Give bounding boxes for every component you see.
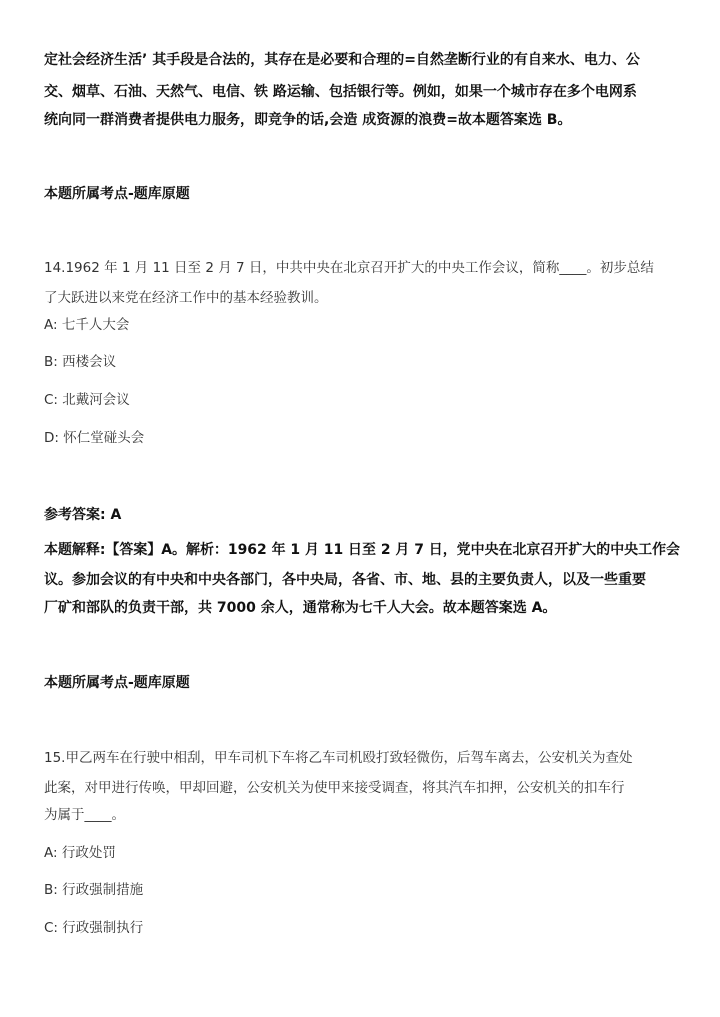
- explanation-line: 统向同一群消费者提供电力服务，即竞争的话,会造 成资源的浪费=故本题答案选 B。: [44, 112, 572, 128]
- topic-label: 本题所属考点-题库原题: [44, 186, 190, 202]
- topic-label: 本题所属考点-题库原题: [44, 675, 190, 691]
- explanation-line: 厂矿和部队的负责干部，共 7000 余人，通常称为七千人大会。故本题答案选 A。: [44, 600, 557, 616]
- option-d: D: 怀仁堂碰头会: [44, 430, 145, 446]
- option-a: A: 七千人大会: [44, 317, 130, 333]
- option-c: C: 行政强制执行: [44, 920, 144, 936]
- option-b: B: 西楼会议: [44, 354, 117, 370]
- question-stem-line: 14.1962 年 1 月 11 日至 2 月 7 日，中共中央在北京召开扩大的中央工作会议，简称____。初步总结: [44, 260, 654, 276]
- question-stem-line: 此案，对甲进行传唤，甲却回避，公安机关为使甲来接受调查，将其汽车扣押，公安机关的扣车行: [44, 780, 625, 796]
- question-stem-line: 15.甲乙两车在行驶中相刮，甲车司机下车将乙车司机殴打致轻微伤，后驾车离去，公安机关为查处: [44, 750, 633, 766]
- option-c: C: 北戴河会议: [44, 392, 130, 408]
- reference-answer: 参考答案: A: [44, 507, 122, 523]
- explanation-line: 本题解释:【答案】A。解析：1962 年 1 月 11 日至 2 月 7 日，党中央在北京召开扩大的中央工作会: [44, 542, 680, 558]
- option-a: A: 行政处罚: [44, 845, 116, 861]
- explanation-line: 交、烟草、石油、天然气、电信、铁 路运输、包括银行等。例如，如果一个城市存在多个电网系: [44, 84, 637, 100]
- option-b: B: 行政强制措施: [44, 882, 144, 898]
- explanation-line: 议。参加会议的有中央和中央各部门，各中央局，各省、市、地、县的主要负责人，以及一些重要: [44, 572, 646, 588]
- question-stem-line: 了大跃进以来党在经济工作中的基本经验教训。: [44, 290, 328, 306]
- question-stem-line: 为属于____。: [44, 807, 125, 823]
- explanation-line: 定社会经济生活’ 其手段是合法的，其存在是必要和合理的=自然垄断行业的有自来水、电力、公: [44, 52, 640, 68]
